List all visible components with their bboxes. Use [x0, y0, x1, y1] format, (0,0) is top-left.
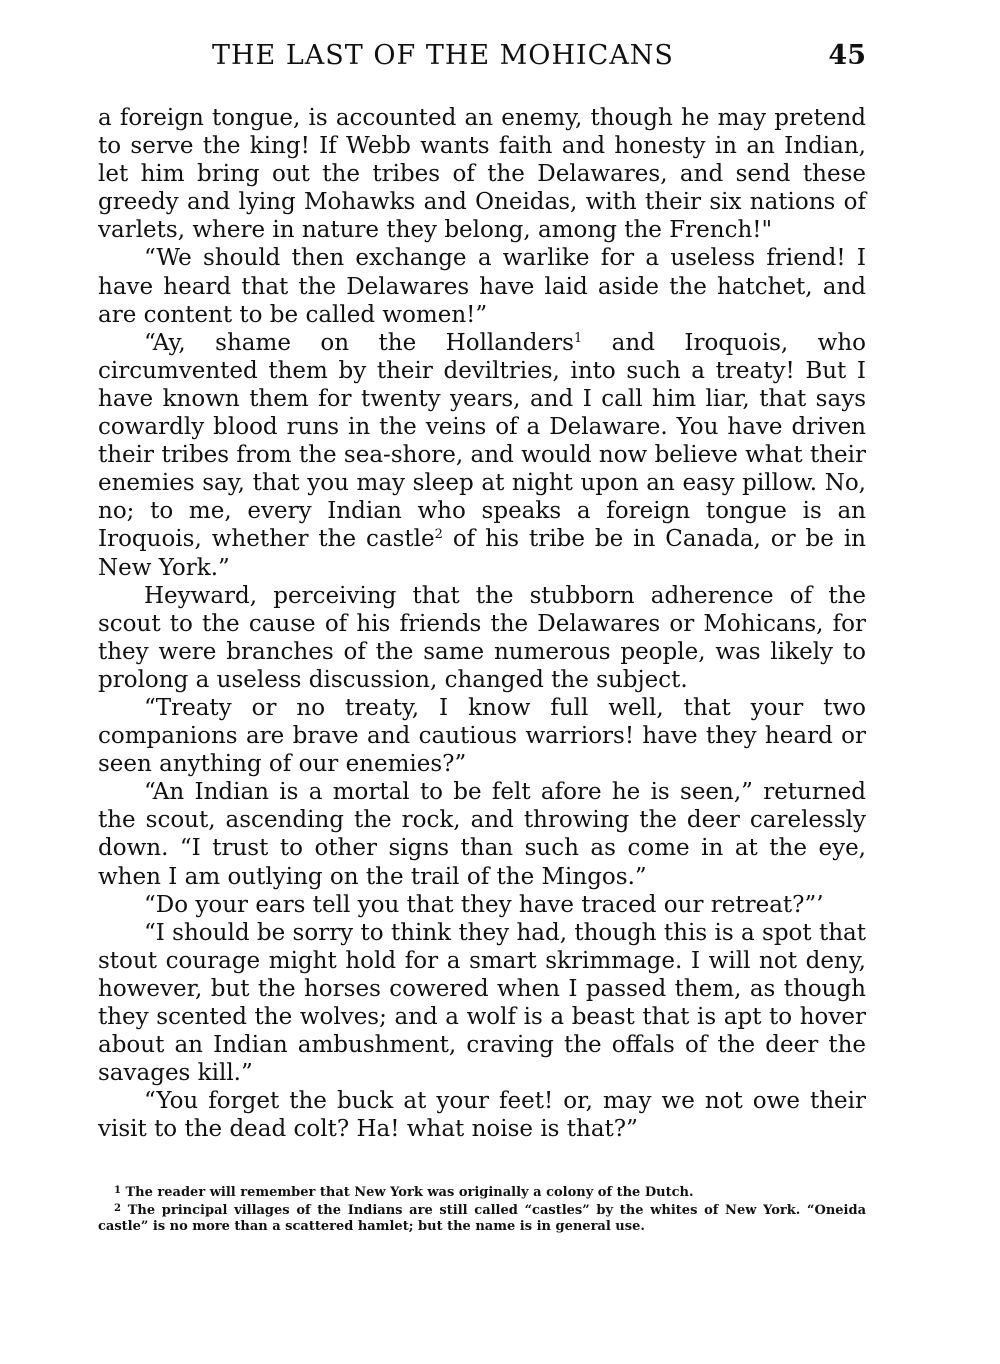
paragraph: “An Indian is a mortal to be felt afore he is seen,” returned the scout, ascending the rock, and throwing the deer carelessly down. “I trust to other signs than such as come in at the eye, when I am outlying on the trail of the Mingos.”	[98, 779, 866, 890]
paragraph: “I should be sorry to think they had, though this is a spot that stout courage might hold for a smart skrimmage. I will not deny, however, but the horses cowered when I passed them, as though they scented the wolves; and a wolf is a beast that is apt to hover about an Indian ambushment, craving the offals of the deer the savages kill.”	[98, 919, 866, 1087]
paragraph-text: and Iroquois, who circumvented them by their deviltries, into such a treaty! But I have known them for twenty years, and I call him liar, that says cowardly blood runs in the veins of a Delaware. You have driven their tribes from the sea-shore, and would now believe what their enemies say, that you may sleep at night upon an easy pillow. No, no; to me, every Indian who speaks a foreign tongue is an Iroquois, whether the castle	[98, 329, 866, 553]
footnote-ref: 1	[573, 330, 583, 346]
footnote-text: The reader will remember that New York was originally a colony of the Dutch.	[125, 1185, 694, 1200]
footnote	[98, 1201, 866, 1235]
paragraph: “We should then exchange a warlike for a useless friend! I have heard that the Delawares have laid aside the hatchet, and are content to be called women!”	[98, 245, 866, 328]
paragraph: “Treaty or no treaty, I know full well, that your two companions are brave and cautious warriors! have they heard or seen anything of our enemies?”	[98, 694, 866, 778]
footnote	[98, 1183, 866, 1201]
footnote-text: The principal villages of the Indians are still called “castles” by the whites of New York. “Oneida castle” is no more than a scattered hamlet; but the name is in general use.	[98, 1203, 867, 1234]
footnote-ref: 2	[434, 527, 443, 543]
footnote-mark: 2	[114, 1203, 121, 1214]
body-text	[98, 104, 866, 1143]
paragraph	[98, 329, 866, 582]
running-title: THE LAST OF THE MOHICANS	[212, 40, 674, 71]
footnote-mark: 1	[114, 1185, 121, 1196]
paragraph: “You forget the buck at your feet! or, may we not owe their visit to the dead colt? Ha! what noise is that?”	[98, 1088, 866, 1143]
paragraph-text: “Ay, shame on the Hollanders	[144, 329, 574, 356]
paragraph: Heyward, perceiving that the stubborn adherence of the scout to the cause of his friends the Delawares or Mohicans, for they were branches of the same numerous people, was likely to prolong a useless discussion, changed the subject.	[98, 582, 866, 693]
paragraph-text: of his tribe be in Canada, or be in New York.”	[98, 526, 866, 581]
paragraph: a foreign tongue, is accounted an enemy, though he may pretend to serve the king! If Webb wants faith and honesty in an Indian, let him bring out the tribes of the Delawares, and send these greedy and lying Mohawks and Oneidas, with their six nations of varlets, where in nature they belong, among the French!"	[98, 105, 866, 244]
footnotes	[98, 1183, 866, 1235]
paragraph: “Do your ears tell you that they have traced our retreat?”’	[144, 891, 824, 918]
page-number: 45	[828, 40, 866, 71]
running-header	[98, 40, 866, 84]
